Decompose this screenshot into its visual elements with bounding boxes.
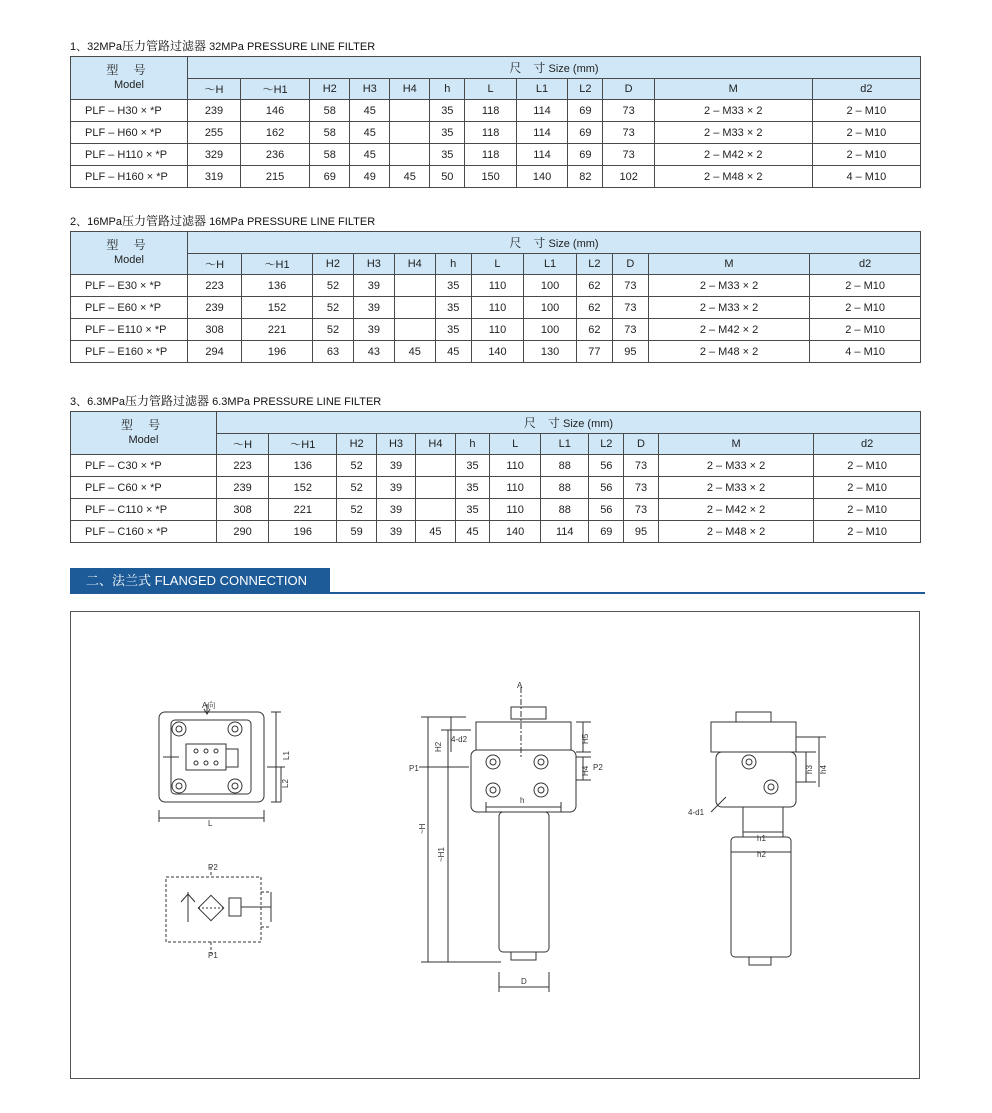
column-header: D <box>624 434 659 455</box>
label-l2: L2 <box>281 779 290 788</box>
value-cell: 69 <box>589 521 624 543</box>
value-cell: 196 <box>269 521 337 543</box>
table-row <box>71 166 921 188</box>
column-header: D <box>603 79 654 100</box>
value-cell: 239 <box>188 297 242 319</box>
spec-table-6-3mpa <box>70 411 921 543</box>
value-cell: 52 <box>337 455 376 477</box>
value-cell: 88 <box>540 455 589 477</box>
value-cell: 308 <box>217 499 269 521</box>
value-cell: 56 <box>589 455 624 477</box>
table-row <box>71 100 921 122</box>
column-header: M <box>648 254 809 275</box>
value-cell: 140 <box>471 341 524 363</box>
column-header: L1 <box>540 434 589 455</box>
value-cell: 2 – M42 × 2 <box>654 144 812 166</box>
column-header: ～H <box>188 254 242 275</box>
table-row <box>71 341 921 363</box>
model-header <box>71 57 188 100</box>
size-header-en: Size (mm) <box>545 63 599 75</box>
model-header-zh: 型 号 <box>106 238 152 252</box>
model-cell: PLF – H30 × *P <box>71 100 188 122</box>
value-cell: 118 <box>465 100 516 122</box>
label-p1: P1 <box>409 764 419 773</box>
model-header-en: Model <box>114 254 144 266</box>
value-cell: 73 <box>612 275 648 297</box>
value-cell: 49 <box>350 166 390 188</box>
size-header <box>217 412 921 434</box>
value-cell: 58 <box>310 144 350 166</box>
value-cell: 118 <box>465 122 516 144</box>
value-cell: 45 <box>394 341 435 363</box>
value-cell <box>416 499 455 521</box>
value-cell: 2 – M33 × 2 <box>654 122 812 144</box>
value-cell: 52 <box>313 319 354 341</box>
value-cell: 58 <box>310 100 350 122</box>
label-p1-symbol: P1 <box>208 951 218 960</box>
column-header: M <box>658 434 813 455</box>
value-cell: 73 <box>624 455 659 477</box>
value-cell: 236 <box>241 144 310 166</box>
column-header: d2 <box>810 254 921 275</box>
value-cell: 110 <box>490 477 541 499</box>
value-cell: 2 – M10 <box>814 521 921 543</box>
value-cell: 100 <box>524 319 577 341</box>
table-row <box>71 275 921 297</box>
technical-drawings <box>71 612 921 1080</box>
table-header-row <box>71 232 921 254</box>
model-cell: PLF – E160 × *P <box>71 341 188 363</box>
table-column-header-row <box>71 254 921 275</box>
value-cell: 69 <box>568 100 603 122</box>
value-cell: 2 – M42 × 2 <box>658 499 813 521</box>
label-l1: L1 <box>282 751 291 760</box>
column-header: h <box>455 434 490 455</box>
drawing-frame <box>70 611 920 1079</box>
value-cell: 43 <box>353 341 394 363</box>
value-cell: 2 – M48 × 2 <box>658 521 813 543</box>
column-header: ～H <box>188 79 241 100</box>
value-cell: 196 <box>242 341 313 363</box>
model-header <box>71 232 188 275</box>
value-cell: 140 <box>490 521 541 543</box>
column-header: h <box>435 254 471 275</box>
value-cell <box>416 477 455 499</box>
column-header: L1 <box>524 254 577 275</box>
value-cell: 290 <box>217 521 269 543</box>
value-cell: 39 <box>376 477 415 499</box>
value-cell: 35 <box>435 319 471 341</box>
column-header: H3 <box>376 434 415 455</box>
value-cell: 73 <box>603 144 654 166</box>
value-cell: 319 <box>188 166 241 188</box>
table-row <box>71 499 921 521</box>
column-header: H4 <box>416 434 455 455</box>
value-cell: 45 <box>390 166 430 188</box>
value-cell: 62 <box>576 297 612 319</box>
value-cell: 35 <box>455 477 490 499</box>
value-cell: 110 <box>490 499 541 521</box>
column-header: H2 <box>310 79 350 100</box>
value-cell: 2 – M33 × 2 <box>648 275 809 297</box>
value-cell: 35 <box>455 455 490 477</box>
value-cell: 2 – M33 × 2 <box>658 477 813 499</box>
value-cell: 69 <box>310 166 350 188</box>
column-header: ～H <box>217 434 269 455</box>
value-cell: 2 – M33 × 2 <box>654 100 812 122</box>
hydraulic-symbol-solid <box>181 863 271 960</box>
label-total-h1: ~H1 <box>437 847 446 862</box>
value-cell: 2 – M10 <box>810 275 921 297</box>
column-header: L1 <box>516 79 567 100</box>
value-cell: 35 <box>430 122 465 144</box>
model-cell: PLF – H110 × *P <box>71 144 188 166</box>
value-cell: 102 <box>603 166 654 188</box>
section-1-title: 1、32MPa压力管路过滤器 32MPa PRESSURE LINE FILTER <box>70 39 376 53</box>
label-h4-small: h4 <box>819 765 828 774</box>
top-view-drawing <box>159 700 291 828</box>
model-header-zh: 型 号 <box>106 63 152 77</box>
value-cell: 73 <box>624 477 659 499</box>
value-cell: 95 <box>612 341 648 363</box>
value-cell: 100 <box>524 297 577 319</box>
value-cell <box>394 297 435 319</box>
column-header: L2 <box>576 254 612 275</box>
value-cell: 146 <box>241 100 310 122</box>
value-cell: 2 – M10 <box>810 297 921 319</box>
label-l: L <box>208 819 213 828</box>
table-row <box>71 477 921 499</box>
model-cell: PLF – C160 × *P <box>71 521 217 543</box>
model-cell: PLF – C30 × *P <box>71 455 217 477</box>
value-cell: 110 <box>471 319 524 341</box>
value-cell: 35 <box>435 297 471 319</box>
size-header <box>188 57 921 79</box>
value-cell: 2 – M42 × 2 <box>648 319 809 341</box>
value-cell: 35 <box>430 100 465 122</box>
value-cell: 52 <box>313 275 354 297</box>
table-header-row <box>71 412 921 434</box>
model-header-zh: 型 号 <box>120 418 167 432</box>
value-cell: 45 <box>350 144 390 166</box>
column-header: H3 <box>350 79 390 100</box>
label-total-h: ~H <box>418 823 427 834</box>
size-header-en: Size (mm) <box>545 238 599 250</box>
value-cell: 136 <box>242 275 313 297</box>
column-header: H4 <box>394 254 435 275</box>
label-4-d1: 4-d1 <box>688 808 705 817</box>
value-cell: 4 – M10 <box>812 166 920 188</box>
label-4-d2: 4-d2 <box>451 735 468 744</box>
value-cell: 114 <box>516 100 567 122</box>
table-header-row <box>71 57 921 79</box>
column-header: L <box>465 79 516 100</box>
value-cell: 52 <box>337 499 376 521</box>
value-cell <box>390 122 430 144</box>
value-cell: 2 – M33 × 2 <box>658 455 813 477</box>
value-cell: 114 <box>516 122 567 144</box>
column-header: ～H1 <box>242 254 313 275</box>
value-cell: 73 <box>603 122 654 144</box>
value-cell: 69 <box>568 122 603 144</box>
table-row <box>71 297 921 319</box>
value-cell: 39 <box>353 275 394 297</box>
value-cell: 136 <box>269 455 337 477</box>
column-header: H2 <box>337 434 376 455</box>
table-row <box>71 144 921 166</box>
value-cell: 69 <box>568 144 603 166</box>
value-cell: 45 <box>455 521 490 543</box>
value-cell: 150 <box>465 166 516 188</box>
value-cell: 239 <box>217 477 269 499</box>
label-h4: H4 <box>581 765 590 776</box>
value-cell: 73 <box>624 499 659 521</box>
value-cell: 2 – M10 <box>812 122 920 144</box>
column-header: D <box>612 254 648 275</box>
value-cell: 50 <box>430 166 465 188</box>
value-cell: 88 <box>540 499 589 521</box>
value-cell: 140 <box>516 166 567 188</box>
label-a: A <box>517 681 523 690</box>
value-cell: 39 <box>376 499 415 521</box>
value-cell: 223 <box>188 275 242 297</box>
value-cell: 2 – M10 <box>814 477 921 499</box>
value-cell: 35 <box>430 144 465 166</box>
column-header: H4 <box>390 79 430 100</box>
value-cell <box>390 144 430 166</box>
banner-underline <box>70 592 925 594</box>
value-cell: 2 – M48 × 2 <box>648 341 809 363</box>
value-cell: 88 <box>540 477 589 499</box>
value-cell: 255 <box>188 122 241 144</box>
value-cell: 35 <box>435 275 471 297</box>
label-h5: H5 <box>581 733 590 744</box>
label-p2-symbol: P2 <box>208 863 218 872</box>
value-cell: 162 <box>241 122 310 144</box>
value-cell: 39 <box>353 297 394 319</box>
value-cell: 73 <box>612 319 648 341</box>
value-cell: 114 <box>516 144 567 166</box>
value-cell: 110 <box>471 275 524 297</box>
value-cell: 39 <box>376 521 415 543</box>
side-view-drawing <box>688 712 828 965</box>
value-cell: 2 – M10 <box>814 455 921 477</box>
label-h2: H2 <box>434 741 443 752</box>
value-cell: 39 <box>376 455 415 477</box>
size-header-en: Size (mm) <box>559 418 614 430</box>
column-header: L2 <box>568 79 603 100</box>
model-cell: PLF – E60 × *P <box>71 297 188 319</box>
section-2-title: 2、16MPa压力管路过滤器 16MPa PRESSURE LINE FILTER <box>70 214 376 228</box>
model-cell: PLF – E30 × *P <box>71 275 188 297</box>
section-banner-flanged: 二、法兰式 FLANGED CONNECTION <box>70 568 330 593</box>
front-view-drawing <box>409 681 603 992</box>
value-cell: 45 <box>350 100 390 122</box>
value-cell: 215 <box>241 166 310 188</box>
size-header <box>188 232 921 254</box>
label-h1: h1 <box>757 834 766 843</box>
column-header: H2 <box>313 254 354 275</box>
column-header: H3 <box>353 254 394 275</box>
value-cell: 2 – M10 <box>810 319 921 341</box>
value-cell: 73 <box>603 100 654 122</box>
value-cell: 45 <box>416 521 455 543</box>
size-header-zh: 尺 寸 <box>509 61 546 75</box>
hydraulic-symbol <box>166 867 271 954</box>
column-header: L2 <box>589 434 624 455</box>
column-header: L <box>490 434 541 455</box>
model-cell: PLF – C60 × *P <box>71 477 217 499</box>
value-cell: 114 <box>540 521 589 543</box>
label-p2: P2 <box>593 763 603 772</box>
model-header-en: Model <box>114 79 144 91</box>
spec-table-32mpa <box>70 56 921 188</box>
model-cell: PLF – H60 × *P <box>71 122 188 144</box>
size-header-zh: 尺 寸 <box>523 416 560 430</box>
table-row <box>71 521 921 543</box>
value-cell: 56 <box>589 499 624 521</box>
value-cell: 221 <box>242 319 313 341</box>
column-header: ～H1 <box>269 434 337 455</box>
label-a-direction: A向 <box>202 701 216 710</box>
column-header: L <box>471 254 524 275</box>
value-cell: 118 <box>465 144 516 166</box>
model-cell: PLF – E110 × *P <box>71 319 188 341</box>
value-cell: 62 <box>576 275 612 297</box>
value-cell: 2 – M33 × 2 <box>648 297 809 319</box>
column-header: h <box>430 79 465 100</box>
section-3-title: 3、6.3MPa压力管路过滤器 6.3MPa PRESSURE LINE FILTER <box>70 394 382 408</box>
column-header: d2 <box>812 79 920 100</box>
value-cell: 62 <box>576 319 612 341</box>
value-cell: 223 <box>217 455 269 477</box>
value-cell: 52 <box>313 297 354 319</box>
label-d: D <box>521 977 527 986</box>
value-cell: 130 <box>524 341 577 363</box>
value-cell: 39 <box>353 319 394 341</box>
table-row <box>71 319 921 341</box>
value-cell: 329 <box>188 144 241 166</box>
value-cell <box>416 455 455 477</box>
value-cell: 2 – M10 <box>812 144 920 166</box>
spec-table-16mpa <box>70 231 921 363</box>
column-header: ～H1 <box>241 79 310 100</box>
value-cell: 59 <box>337 521 376 543</box>
value-cell: 110 <box>471 297 524 319</box>
value-cell: 4 – M10 <box>810 341 921 363</box>
table-row <box>71 122 921 144</box>
label-h: h <box>520 796 525 805</box>
model-header-en: Model <box>128 434 159 446</box>
value-cell: 63 <box>313 341 354 363</box>
value-cell: 308 <box>188 319 242 341</box>
label-h2-small: h2 <box>757 850 766 859</box>
value-cell: 221 <box>269 499 337 521</box>
value-cell: 52 <box>337 477 376 499</box>
value-cell: 58 <box>310 122 350 144</box>
value-cell: 95 <box>624 521 659 543</box>
value-cell <box>394 275 435 297</box>
model-cell: PLF – C110 × *P <box>71 499 217 521</box>
value-cell: 45 <box>435 341 471 363</box>
table-row <box>71 455 921 477</box>
value-cell: 77 <box>576 341 612 363</box>
value-cell: 35 <box>455 499 490 521</box>
value-cell: 100 <box>524 275 577 297</box>
value-cell: 2 – M10 <box>814 499 921 521</box>
table-column-header-row <box>71 79 921 100</box>
value-cell: 45 <box>350 122 390 144</box>
value-cell <box>394 319 435 341</box>
value-cell: 239 <box>188 100 241 122</box>
model-header <box>71 412 217 455</box>
value-cell: 152 <box>242 297 313 319</box>
size-header-zh: 尺 寸 <box>509 236 546 250</box>
value-cell <box>390 100 430 122</box>
value-cell: 56 <box>589 477 624 499</box>
model-cell: PLF – H160 × *P <box>71 166 188 188</box>
value-cell: 82 <box>568 166 603 188</box>
column-header: d2 <box>814 434 921 455</box>
value-cell: 110 <box>490 455 541 477</box>
label-h3: h3 <box>805 765 814 774</box>
value-cell: 2 – M48 × 2 <box>654 166 812 188</box>
value-cell: 294 <box>188 341 242 363</box>
value-cell: 2 – M10 <box>812 100 920 122</box>
value-cell: 152 <box>269 477 337 499</box>
column-header: M <box>654 79 812 100</box>
value-cell: 73 <box>612 297 648 319</box>
